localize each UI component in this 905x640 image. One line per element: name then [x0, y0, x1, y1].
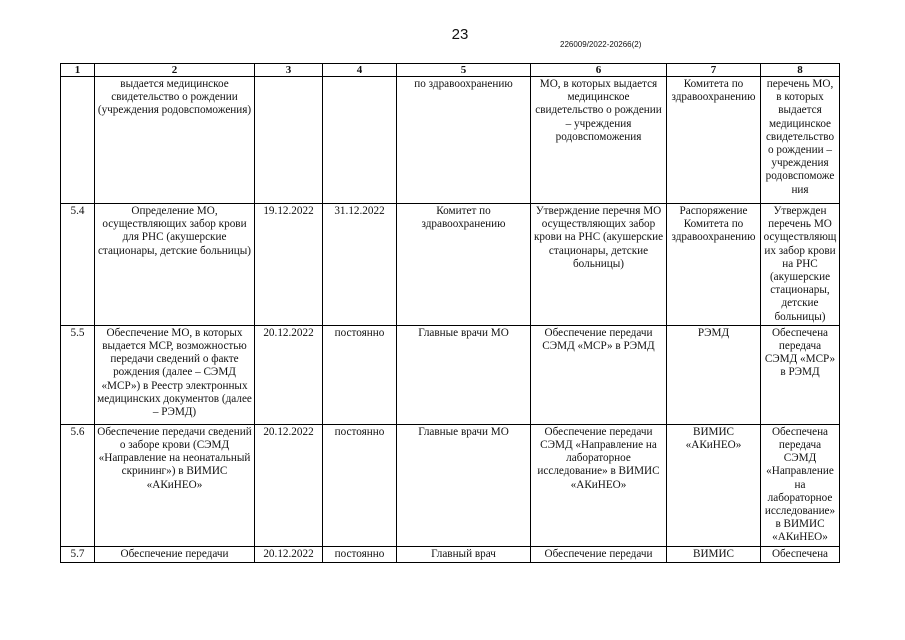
table-cell: Главные врачи МО — [397, 325, 531, 424]
column-header: 1 — [61, 64, 95, 77]
column-header: 7 — [667, 64, 761, 77]
page-number: 23 — [451, 26, 469, 43]
table-cell: 5.4 — [61, 204, 95, 326]
table-cell: Обеспечена — [761, 546, 840, 562]
table-cell: по здравоохранению — [397, 77, 531, 204]
table-row — [61, 325, 840, 424]
table-cell: Определение МО, осуществляющих забор крови для РНС (акушерские стационары, детские больницы) — [95, 204, 255, 326]
table-cell: Обеспечение передачи — [531, 546, 667, 562]
table-header-row — [61, 64, 840, 77]
table-cell: 20.12.2022 — [255, 546, 323, 562]
table-cell — [323, 77, 397, 204]
table-cell: постоянно — [323, 424, 397, 546]
column-header: 2 — [95, 64, 255, 77]
table-cell — [61, 77, 95, 204]
column-header: 4 — [323, 64, 397, 77]
table-cell: РЭМД — [667, 325, 761, 424]
table-cell: 31.12.2022 — [323, 204, 397, 326]
table-cell: Утверждение перечня МО осуществляющих забор крови на РНС (акушерские стационары, детские больницы) — [531, 204, 667, 326]
table-cell: 5.6 — [61, 424, 95, 546]
table-cell: постоянно — [323, 546, 397, 562]
table-cell: 20.12.2022 — [255, 424, 323, 546]
table-cell: 5.7 — [61, 546, 95, 562]
table-cell: Обеспечение передачи сведений о заборе крови (СЭМД «Направление на неонатальный скрининг») в ВИМИС «АКиНЕО» — [95, 424, 255, 546]
table-row — [61, 204, 840, 326]
column-header: 3 — [255, 64, 323, 77]
table-cell: МО, в которых выдается медицинское свидетельство о рождении – учреждения родовспоможения — [531, 77, 667, 204]
column-header: 8 — [761, 64, 840, 77]
table-cell: Обеспечение передачи СЭМД «Направление на лабораторное исследование» в ВИМИС «АКиНЕО» — [531, 424, 667, 546]
table-cell: ВИМИС «АКиНЕО» — [667, 424, 761, 546]
table-cell: постоянно — [323, 325, 397, 424]
table-cell: 5.5 — [61, 325, 95, 424]
table-cell: 19.12.2022 — [255, 204, 323, 326]
table-cell: Обеспечена передача СЭМД «Направление на лабораторное исследование» в ВИМИС «АКиНЕО» — [761, 424, 840, 546]
table-row — [61, 77, 840, 204]
table-cell: Обеспечение МО, в которых выдается МСР, возможностью передачи сведений о факте рождения (далее – СЭМД «МСР») в Реестр электронных медицинских документов (далее – РЭМД) — [95, 325, 255, 424]
table-cell: Главный врач — [397, 546, 531, 562]
table-cell: ВИМИС — [667, 546, 761, 562]
plan-table — [60, 63, 840, 563]
table-cell: Обеспечение передачи СЭМД «МСР» в РЭМД — [531, 325, 667, 424]
table-cell: выдается медицинское свидетельство о рождении (учреждения родовспоможения) — [95, 77, 255, 204]
table-cell: Обеспечена передача СЭМД «МСР» в РЭМД — [761, 325, 840, 424]
table-cell: Утвержден перечень МО осуществляющих забор крови на РНС (акушерские стационары, детские больницы) — [761, 204, 840, 326]
table-cell: 20.12.2022 — [255, 325, 323, 424]
table-row — [61, 546, 840, 562]
document-id: 226009/2022-20266(2) — [560, 40, 642, 49]
table-cell: Главные врачи МО — [397, 424, 531, 546]
table-cell — [255, 77, 323, 204]
table-cell: Распоряжение Комитета по здравоохранению — [667, 204, 761, 326]
table-cell: перечень МО, в которых выдается медицинское свидетельство о рождении – учреждения родовспоможения — [761, 77, 840, 204]
column-header: 6 — [531, 64, 667, 77]
table-cell: Комитет по здравоохранению — [397, 204, 531, 326]
table-row — [61, 424, 840, 546]
table-cell: Обеспечение передачи — [95, 546, 255, 562]
table-cell: Комитета по здравоохранению — [667, 77, 761, 204]
column-header: 5 — [397, 64, 531, 77]
